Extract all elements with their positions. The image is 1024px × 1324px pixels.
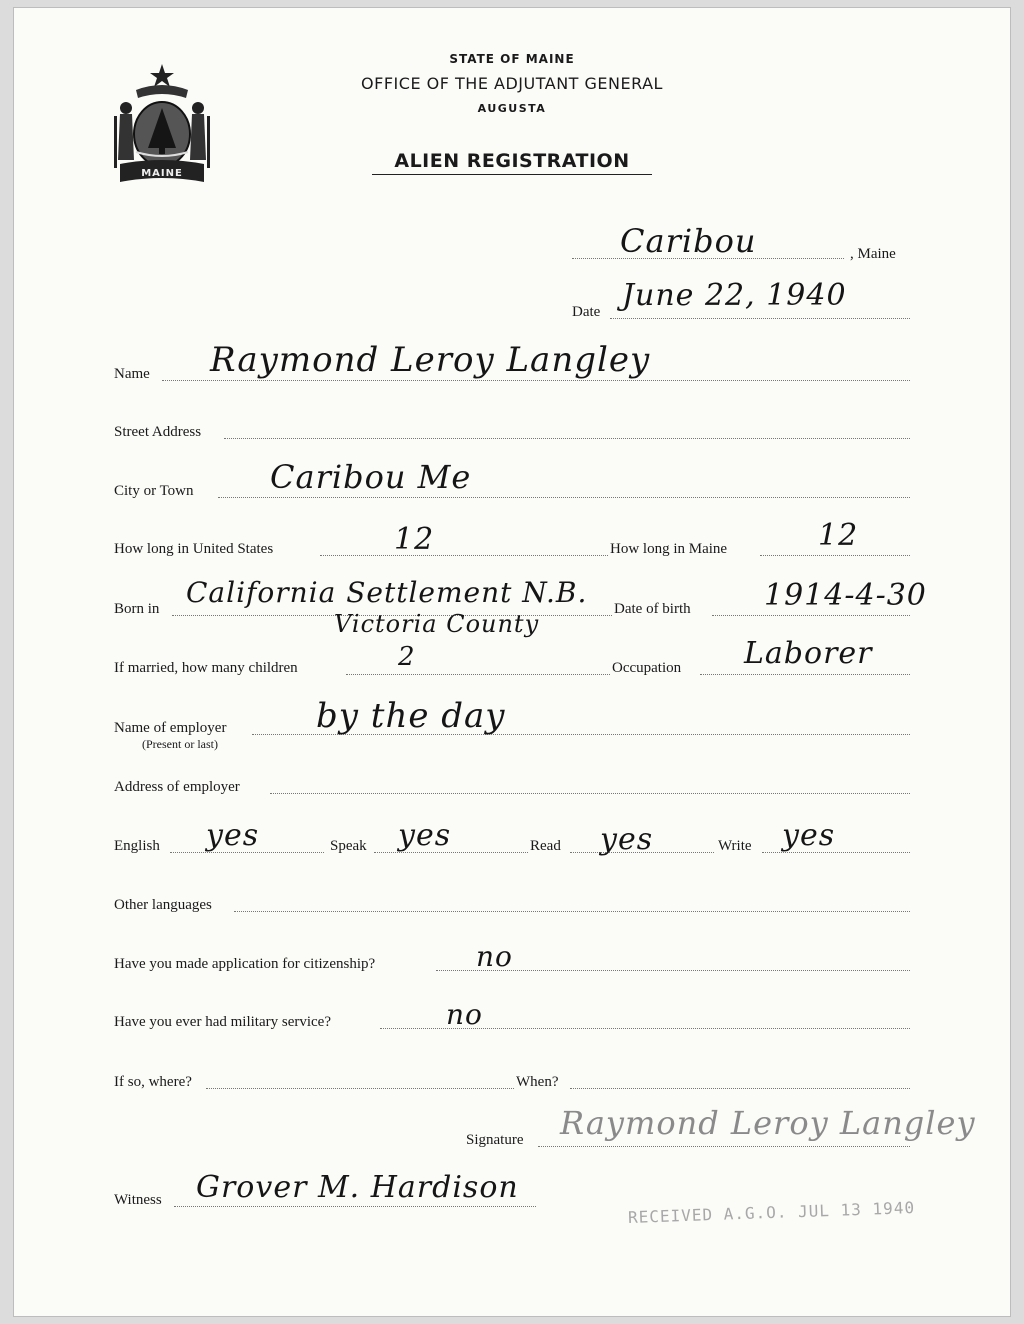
signature-value: Raymond Leroy Langley xyxy=(560,1104,976,1142)
citizenship-value: no xyxy=(476,940,513,973)
employer-label: Name of employer xyxy=(114,720,227,736)
how-long-maine-line xyxy=(760,555,910,556)
read-value: yes xyxy=(600,822,654,857)
english-value: yes xyxy=(206,818,260,853)
witness-value: Grover M. Hardison xyxy=(196,1170,519,1205)
street-label: Street Address xyxy=(114,424,202,440)
employer-address-line xyxy=(270,793,910,794)
how-long-maine-value: 12 xyxy=(818,518,859,553)
dob-value: 1914-4-30 xyxy=(764,578,927,613)
name-label: Name xyxy=(114,366,150,382)
name-value: Raymond Leroy Langley xyxy=(210,340,651,380)
military-value: no xyxy=(446,998,483,1031)
born-in-value-county: Victoria County xyxy=(334,610,540,638)
read-label: Read xyxy=(530,838,561,854)
employer-value: by the day xyxy=(316,696,506,736)
where-line xyxy=(206,1088,514,1089)
header-city: AUGUSTA xyxy=(477,102,547,115)
city-value: Caribou Me xyxy=(270,458,472,496)
how-long-us-value: 12 xyxy=(394,522,435,557)
dob-line xyxy=(712,615,910,616)
date-line xyxy=(610,318,910,319)
speak-label: Speak xyxy=(330,838,367,854)
employer-address-label: Address of employer xyxy=(114,779,240,795)
speak-value: yes xyxy=(398,818,452,853)
citizenship-label: Have you made application for citizenship? xyxy=(114,956,376,972)
write-label: Write xyxy=(718,838,752,854)
employer-sub-label: (Present or last) xyxy=(142,737,218,751)
street-line xyxy=(224,438,910,439)
english-label: English xyxy=(114,838,160,854)
witness-line xyxy=(174,1206,536,1207)
form-title: ALIEN REGISTRATION xyxy=(372,150,652,175)
occupation-label: Occupation xyxy=(612,660,682,676)
how-long-us-line xyxy=(320,555,608,556)
write-value: yes xyxy=(782,818,836,853)
witness-label: Witness xyxy=(114,1192,162,1208)
born-in-value: California Settlement N.B. xyxy=(186,576,588,609)
city-line xyxy=(218,497,910,498)
children-line xyxy=(346,674,610,675)
how-long-us-label: How long in United States xyxy=(114,541,274,557)
maine-label: , Maine xyxy=(850,246,896,262)
other-languages-label: Other languages xyxy=(114,897,212,913)
born-in-label: Born in xyxy=(114,601,160,617)
signature-label: Signature xyxy=(466,1132,524,1148)
how-long-maine-label: How long in Maine xyxy=(610,541,728,557)
when-line xyxy=(570,1088,910,1089)
children-value: 2 xyxy=(398,642,416,672)
military-label: Have you ever had military service? xyxy=(114,1014,331,1030)
children-label: If married, how many children xyxy=(114,660,298,676)
header-state: STATE OF MAINE xyxy=(449,52,575,66)
occupation-value: Laborer xyxy=(744,636,873,671)
occupation-line xyxy=(700,674,910,675)
date-value: June 22, 1940 xyxy=(622,278,847,313)
date-label: Date xyxy=(572,304,601,320)
header-office: OFFICE OF THE ADJUTANT GENERAL xyxy=(361,74,663,93)
signature-line xyxy=(538,1146,910,1147)
when-label: When? xyxy=(516,1074,559,1090)
seal-banner-text: MAINE xyxy=(141,168,183,179)
dob-label: Date of birth xyxy=(614,601,691,617)
city-label: City or Town xyxy=(114,483,194,499)
name-line xyxy=(162,380,910,381)
other-languages-line xyxy=(234,911,910,912)
where-label: If so, where? xyxy=(114,1074,192,1090)
received-stamp: RECEIVED A.G.O. JUL 13 1940 xyxy=(627,1197,916,1228)
town-value: Caribou xyxy=(620,222,757,260)
